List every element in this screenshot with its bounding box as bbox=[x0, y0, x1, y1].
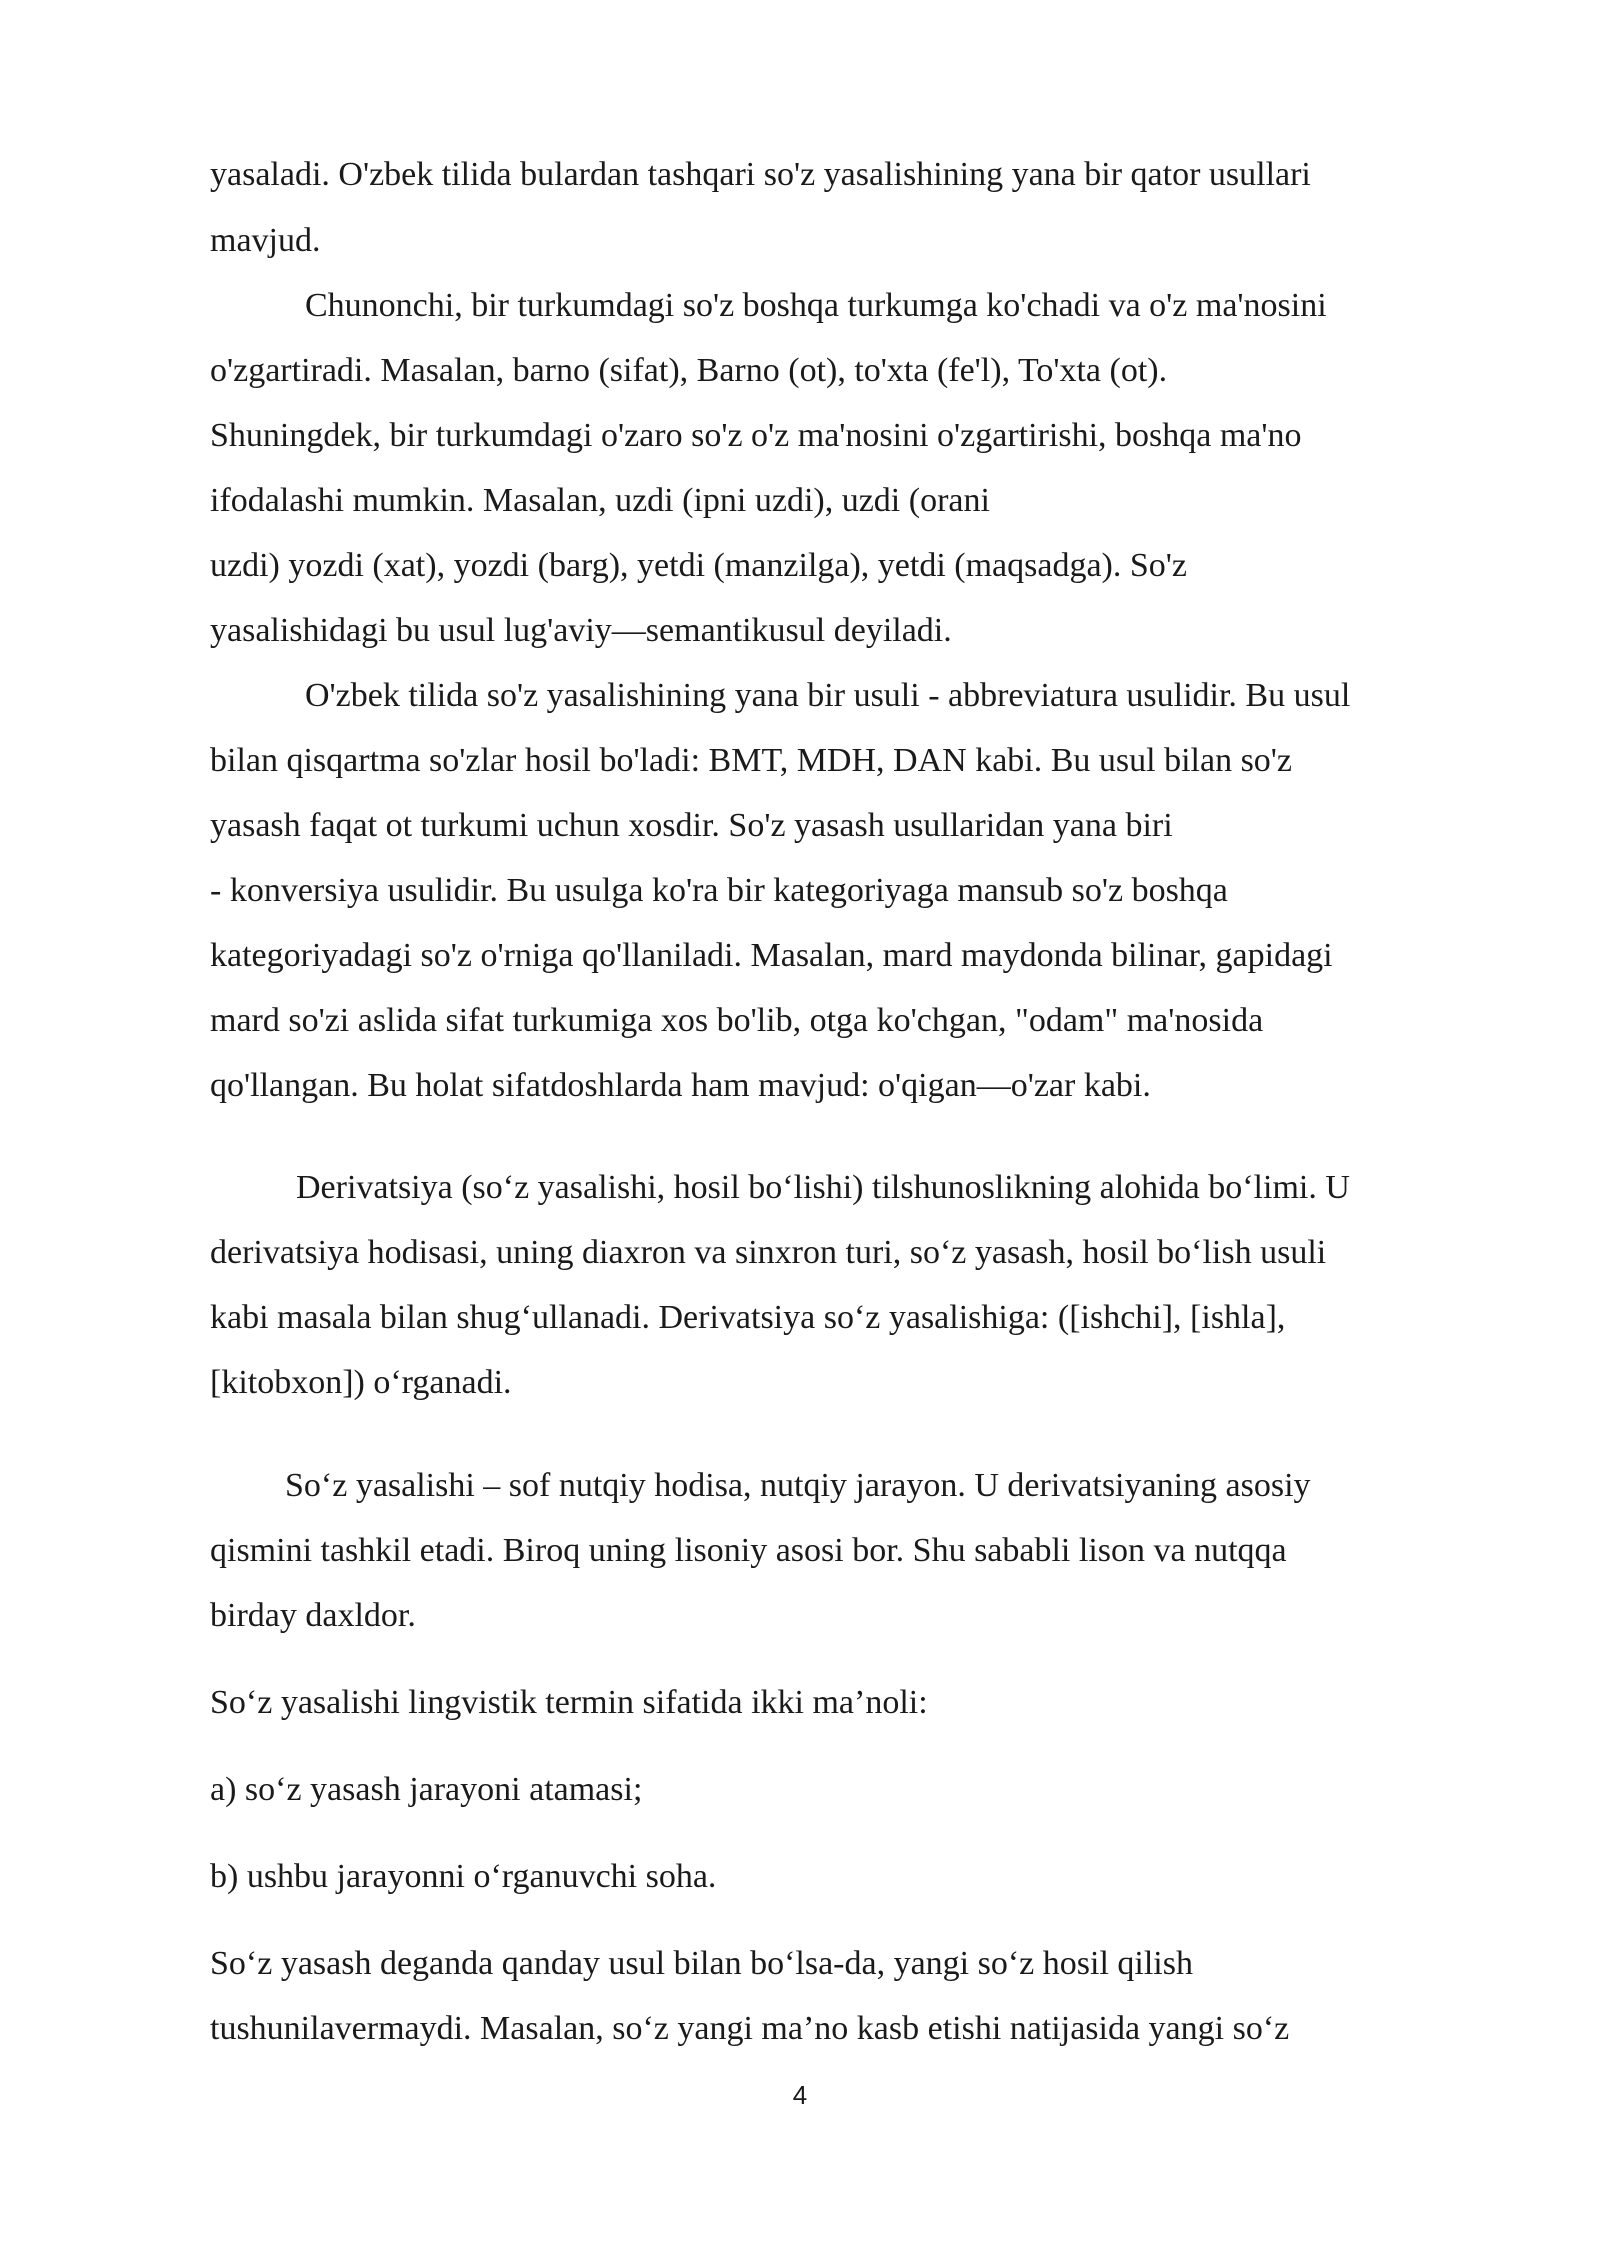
text-line: Derivatsiya (so‘z yasalishi, hosil bo‘lishi) tilshunoslikning alohida bo‘limi. U bbox=[296, 1169, 1350, 1206]
text-line: birday daxldor. bbox=[210, 1597, 416, 1634]
text-line: derivatsiya hodisasi, uning diaxron va sinxron turi, so‘z yasash, hosil bo‘lish usuli bbox=[210, 1234, 1327, 1271]
text-line: [kitobxon]) o‘rganadi. bbox=[210, 1364, 512, 1401]
text-line: mard so'zi aslida sifat turkumiga xos bo'lib, otga ko'chgan, "odam" ma'nosida bbox=[210, 1002, 1264, 1039]
text-line: Shuningdek, bir turkumdagi o'zaro so'z o'z ma'nosini o'zgartirishi, boshqa ma'no bbox=[210, 417, 1302, 454]
text-line: kabi masala bilan shug‘ullanadi. Derivatsiya so‘z yasalishiga: ([ishchi], [ishla], bbox=[210, 1299, 1286, 1336]
text-line: qo'llangan. Bu holat sifatdoshlarda ham mavjud: o'qigan—o'zar kabi. bbox=[210, 1067, 1151, 1104]
text-line: a) so‘z yasash jarayoni atamasi; bbox=[210, 1771, 643, 1808]
text-line: qismini tashkil etadi. Biroq uning lisoniy asosi bor. Shu sababli lison va nutqqa bbox=[210, 1532, 1287, 1569]
text-line: kategoriyadagi so'z o'rniga qo'llaniladi. Masalan, mard maydonda bilinar, gapidagi bbox=[210, 937, 1333, 974]
text-line: - konversiya usulidir. Bu usulga ko'ra bir kategoriyaga mansub so'z boshqa bbox=[210, 872, 1228, 909]
text-line: b) ushbu jarayonni o‘rganuvchi soha. bbox=[210, 1858, 717, 1895]
page-number: 4 bbox=[792, 2080, 808, 2110]
text-line: yasaladi. O'zbek tilida bulardan tashqari so'z yasalishining yana bir qator usullari bbox=[210, 156, 1311, 193]
text-line: mavjud. bbox=[210, 222, 321, 259]
text-line: Chunonchi, bir turkumdagi so'z boshqa turkumga ko'chadi va o'z ma'nosini bbox=[305, 287, 1327, 324]
text-line: So‘z yasalishi – sof nutqiy hodisa, nutqiy jarayon. U derivatsiyaning asosiy bbox=[285, 1467, 1311, 1504]
text-line: So‘z yasalishi lingvistik termin sifatida ikki ma’noli: bbox=[210, 1684, 928, 1721]
text-line: yasalishidagi bu usul lug'aviy—semantikusul deyiladi. bbox=[210, 612, 952, 649]
text-line: O'zbek tilida so'z yasalishining yana bir usuli - abbreviatura usulidir. Bu usul bbox=[305, 677, 1351, 714]
text-line: bilan qisqartma so'zlar hosil bo'ladi: BMT, MDH, DAN kabi. Bu usul bilan so'z bbox=[210, 742, 1293, 779]
text-line: ifodalashi mumkin. Masalan, uzdi (ipni uzdi), uzdi (orani bbox=[210, 482, 990, 519]
text-line: tushunilavermaydi. Masalan, so‘z yangi ma’no kasb etishi natijasida yangi so‘z bbox=[210, 2010, 1290, 2047]
text-line: uzdi) yozdi (xat), yozdi (barg), yetdi (manzilga), yetdi (maqsadga). So'z bbox=[210, 547, 1188, 584]
text-line: So‘z yasash deganda qanday usul bilan bo‘lsa-da, yangi so‘z hosil qilish bbox=[210, 1945, 1193, 1982]
text-line: yasash faqat ot turkumi uchun xosdir. So'z yasash usullaridan yana biri bbox=[210, 807, 1173, 844]
text-line: o'zgartiradi. Masalan, barno (sifat), Barno (ot), to'xta (fe'l), To'xta (ot). bbox=[210, 352, 1168, 389]
